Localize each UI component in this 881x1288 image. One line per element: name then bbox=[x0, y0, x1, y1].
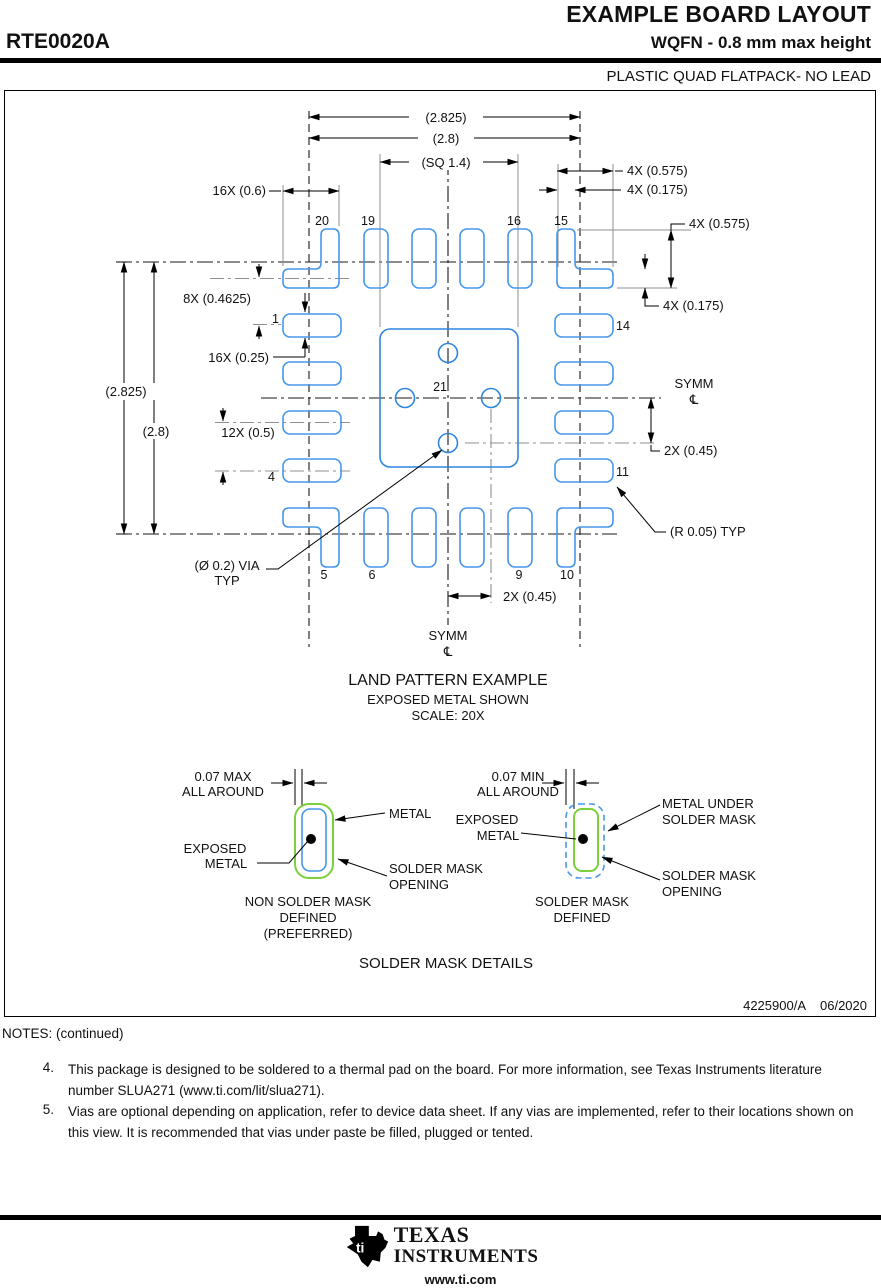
smd-exposed-line2: METAL bbox=[476, 828, 520, 843]
nsmd-caption-line1: NON SOLDER MASK bbox=[244, 894, 372, 909]
pin-label-16: 16 bbox=[507, 214, 521, 228]
note-5-text: Vias are optional depending on application, refer to device data sheet. If any vias are implemented, refer to their locations shown on this view. It is recommended that vias under paste be filled, plugged or tented. bbox=[68, 1104, 854, 1140]
pin-label-20: 20 bbox=[315, 214, 329, 228]
pad-5 bbox=[283, 508, 339, 567]
nsmd-metal-label: METAL bbox=[389, 806, 432, 821]
dim-body-width: (2.8) bbox=[432, 131, 460, 146]
dim-thermal-pad: (SQ 1.4) bbox=[421, 155, 471, 170]
brand-instruments: INSTRUMENTS bbox=[393, 1246, 539, 1267]
smd-opening-line1: SOLDER MASK bbox=[662, 868, 756, 883]
pad-17 bbox=[460, 229, 484, 288]
land-pattern-caption bbox=[348, 672, 547, 723]
nsmd-detail bbox=[182, 769, 483, 941]
centerline-symbol-bottom: ℄ bbox=[443, 645, 453, 660]
dim-overall-width: (2.825) bbox=[425, 110, 467, 125]
pin-label-9: 9 bbox=[515, 568, 523, 582]
pin-label-14: 14 bbox=[616, 319, 630, 333]
pin-label-11: 11 bbox=[616, 465, 629, 479]
brand-texas: TEXAS bbox=[393, 1222, 470, 1247]
solder-mask-details-title: SOLDER MASK DETAILS bbox=[359, 955, 533, 972]
smd-under-line2: SOLDER MASK bbox=[662, 812, 756, 827]
dimensions bbox=[92, 108, 750, 660]
nsmd-dim-line1: 0.07 MAX bbox=[194, 769, 252, 784]
symm-label-right: SYMM bbox=[674, 376, 714, 391]
smd-detail bbox=[456, 769, 757, 925]
nsmd-dim-line2: ALL AROUND bbox=[182, 784, 264, 799]
header-rule bbox=[0, 58, 881, 63]
pin-label-5: 5 bbox=[320, 568, 328, 582]
part-number: RTE0020A bbox=[6, 30, 110, 53]
doc-date: 06/2020 bbox=[820, 998, 867, 1013]
pad-2 bbox=[283, 362, 341, 385]
smd-exposed-line1: EXPOSED bbox=[455, 812, 519, 827]
drawing-border bbox=[4, 90, 876, 1017]
dim-corner-radius: (R 0.05) TYP bbox=[670, 524, 746, 539]
pin-label-1: 1 bbox=[272, 312, 279, 326]
symm-label-bottom: SYMM bbox=[428, 628, 468, 643]
pad-13 bbox=[555, 362, 613, 385]
dim-corner-pad-off-right: 4X (0.175) bbox=[663, 298, 724, 313]
pad-1 bbox=[283, 314, 341, 337]
pad-11 bbox=[555, 459, 613, 482]
dim-body-height: (2.8) bbox=[142, 424, 170, 439]
smd-dim-line1: 0.07 MIN bbox=[491, 769, 545, 784]
dim-pad-length: 16X (0.6) bbox=[212, 183, 266, 198]
texas-instruments-bug-icon bbox=[343, 1224, 389, 1270]
pad-19 bbox=[364, 229, 388, 288]
smd-caption-line2: DEFINED bbox=[553, 910, 611, 925]
dim-corner-pad-off-top: 4X (0.175) bbox=[627, 182, 688, 197]
dim-via-offset-bottom: 2X (0.45) bbox=[503, 589, 557, 604]
pad-9 bbox=[508, 508, 532, 567]
pad-12 bbox=[555, 411, 613, 434]
caption-line2: EXPOSED METAL SHOWN bbox=[367, 692, 529, 707]
nsmd-exposed-line2: METAL bbox=[204, 856, 248, 871]
via-callout-line2: TYP bbox=[214, 573, 240, 588]
caption-line3: SCALE: 20X bbox=[411, 708, 485, 723]
pad-7 bbox=[412, 508, 436, 567]
doc-number: 4225900/A bbox=[743, 998, 806, 1013]
nsmd-exposed-line1: EXPOSED bbox=[183, 841, 247, 856]
nsmd-exposed-metal-dot bbox=[306, 834, 316, 844]
dim-corner-pad-len-right: 4X (0.575) bbox=[689, 216, 750, 231]
pad-16 bbox=[508, 229, 532, 288]
smd-caption-line1: SOLDER MASK bbox=[535, 894, 629, 909]
dim-pad-gap: 8X (0.4625) bbox=[183, 291, 251, 306]
nsmd-opening-line1: SOLDER MASK bbox=[389, 861, 483, 876]
package-type: PLASTIC QUAD FLATPACK- NO LEAD bbox=[606, 68, 871, 85]
notes-heading: NOTES: (continued) bbox=[2, 1026, 124, 1041]
caption-title: LAND PATTERN EXAMPLE bbox=[348, 672, 548, 689]
centerline-symbol-right: ℄ bbox=[689, 393, 699, 408]
pad-10 bbox=[557, 508, 613, 567]
land-pattern-drawing bbox=[5, 91, 875, 1016]
pad-6 bbox=[364, 508, 388, 567]
ti-logo bbox=[343, 1224, 539, 1287]
note-5-number: 5. bbox=[42, 1102, 54, 1117]
nsmd-caption-line3: (PREFERRED) bbox=[263, 926, 353, 941]
nsmd-opening-line2: OPENING bbox=[389, 877, 449, 892]
smd-exposed-metal-dot bbox=[578, 834, 588, 844]
smd-dim-line2: ALL AROUND bbox=[477, 784, 559, 799]
nsmd-caption-line2: DEFINED bbox=[279, 910, 337, 925]
dim-pitch: 12X (0.5) bbox=[221, 425, 275, 440]
dim-corner-pad-len-top: 4X (0.575) bbox=[627, 163, 688, 178]
ti-monogram: ti bbox=[355, 1240, 364, 1256]
via-callout-line1: (Ø 0.2) VIA bbox=[194, 558, 260, 573]
smd-opening-line2: OPENING bbox=[662, 884, 722, 899]
pad-14 bbox=[555, 314, 613, 337]
smd-under-line1: METAL UNDER bbox=[662, 796, 754, 811]
pin-label-4: 4 bbox=[268, 470, 275, 484]
pin-label-15: 15 bbox=[554, 214, 568, 228]
footer-rule bbox=[0, 1215, 881, 1220]
pin-label-21: 21 bbox=[433, 380, 447, 394]
pad-15 bbox=[557, 229, 613, 288]
page-title: EXAMPLE BOARD LAYOUT bbox=[566, 1, 871, 27]
pin-label-19: 19 bbox=[361, 214, 375, 228]
dim-pad-width: 16X (0.25) bbox=[208, 350, 269, 365]
pad-18 bbox=[412, 229, 436, 288]
package-subtitle: WQFN - 0.8 mm max height bbox=[650, 33, 871, 52]
pin-label-10: 10 bbox=[560, 568, 574, 582]
pad-8 bbox=[460, 508, 484, 567]
footer-url: www.ti.com bbox=[424, 1272, 497, 1287]
dim-overall-height: (2.825) bbox=[105, 384, 147, 399]
note-4-number: 4. bbox=[42, 1060, 54, 1075]
extension-lines bbox=[210, 154, 691, 603]
pin-label-6: 6 bbox=[368, 568, 376, 582]
pad-20 bbox=[283, 229, 339, 288]
note-4-text: This package is designed to be soldered to a thermal pad on the board. For more information, see Texas Instruments literature number SLUA271 (www.ti.com/lit/slua271). bbox=[68, 1062, 822, 1098]
dim-via-offset-right: 2X (0.45) bbox=[664, 443, 718, 458]
